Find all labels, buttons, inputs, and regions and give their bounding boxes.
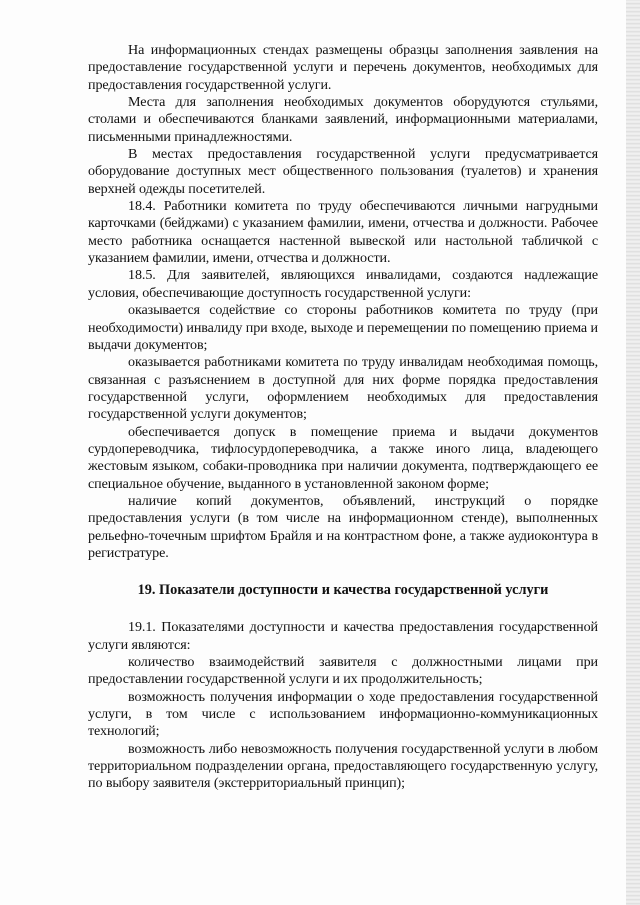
paragraph: наличие копий документов, объявлений, инструкций о порядке предоставления услуги (в том числе на информационном стенде), выполненных рельефно-точечным шрифтом Брайля и на контрастном фоне, а также аудиоконтура в регистратуре.	[88, 492, 598, 561]
paragraph: обеспечивается допуск в помещение приема и выдачи документов сурдопереводчика, тифлосурдопереводчика, а также иного лица, владеющего жестовым языком, собаки-проводника при наличии документа, подтверждающего ее специальное обучение, выданного в установленной законом форме;	[88, 423, 598, 492]
paragraph: оказывается работниками комитета по труду инвалидам необходимая помощь, связанная с разъяснением в доступной для них форме порядка предоставления государственной услуги, оформлением необходимых для предоставления государственной услуги документов;	[88, 354, 598, 423]
paragraph: Места для заполнения необходимых документов оборудуются стульями, столами и обеспечиваются бланками заявлений, информационными материалами, письменными принадлежностями.	[88, 94, 598, 145]
paragraph: возможность получения информации о ходе предоставления государственной услуги, в том числе с использованием информационно-коммуникационных технологий;	[88, 688, 598, 740]
paragraph: На информационных стендах размещены образцы заполнения заявления на предоставление государственной услуги и перечень документов, необходимых для предоставления государственной услуги.	[88, 42, 598, 93]
paragraph: 18.4. Работники комитета по труду обеспечиваются личными нагрудными карточками (бейджами) с указанием фамилии, имени, отчества и должности. Рабочее место работника оснащается настенной вывеской или настольной табличкой с указанием фамилии, имени, отчества и должности.	[88, 198, 598, 267]
document-body	[88, 42, 598, 793]
paragraph: В местах предоставления государственной услуги предусматривается оборудование доступных мест общественного пользования (туалетов) и хранения верхней одежды посетителей.	[88, 146, 598, 197]
paragraph: 19.1. Показателями доступности и качества предоставления государственной услуги являются:	[88, 619, 598, 653]
paragraph: 18.5. Для заявителей, являющихся инвалидами, создаются надлежащие условия, обеспечивающие доступность государственной услуги:	[88, 267, 598, 301]
section-heading: 19. Показатели доступности и качества государственной услуги	[137, 582, 549, 599]
paragraph: возможность либо невозможность получения государственной услуги в любом территориальном подразделении органа, предоставляющего государственную услугу, по выбору заявителя (экстерриториальный принцип);	[88, 740, 598, 792]
paragraph: количество взаимодействий заявителя с должностными лицами при предоставлении государственной услуги и их продолжительность;	[88, 654, 598, 688]
scan-edge	[626, 0, 640, 905]
paragraph: оказывается содействие со стороны работников комитета по труду (при необходимости) инвалиду при входе, выходе и перемещении по помещению приема и выдачи документов;	[88, 302, 598, 353]
